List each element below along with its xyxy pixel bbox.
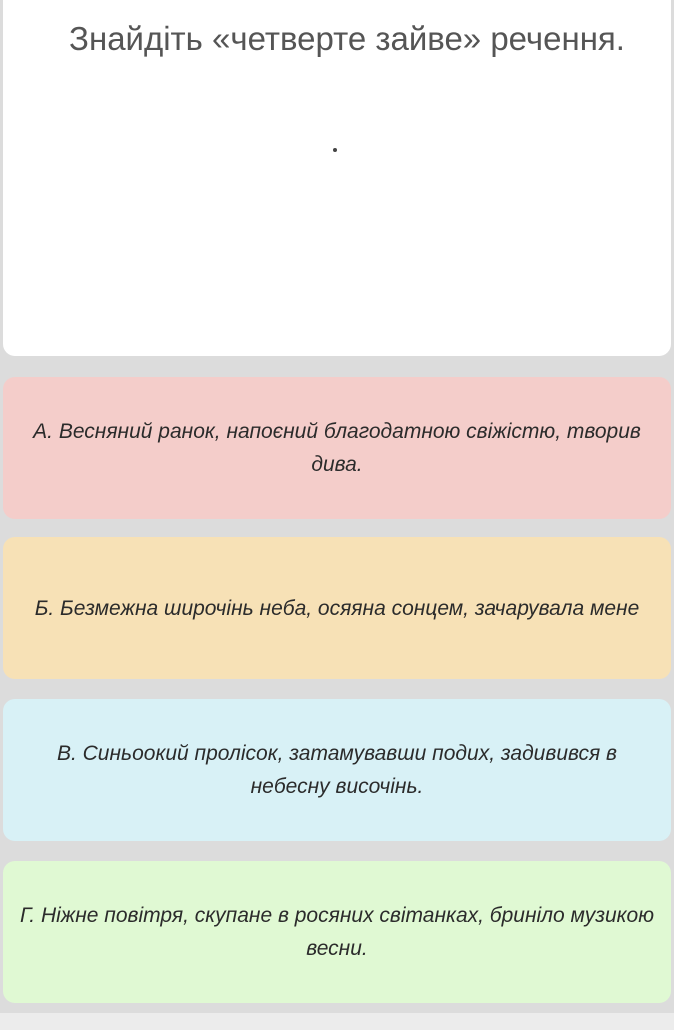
question-image-placeholder [333,148,337,152]
answer-text: А. Весняний ранок, напоєний благодатною свіжістю, творив дива. [33,420,641,476]
answer-option-c[interactable] [3,699,671,841]
answer-text: Б. Безмежна широчінь неба, осяяна сонцем, зачарувала мене [34,596,640,620]
answer-text: Г. Ніжне повітря, скупане в росяних світанках, бриніло музикою весни. [19,904,655,960]
answer-option-d[interactable] [3,861,671,1003]
answer-option-b[interactable] [3,537,671,679]
answer-text: В. Синьоокий пролісок, затамувавши подих, задивився в небесну височінь. [56,742,618,798]
answer-option-a[interactable] [3,377,671,519]
question-title: Знайдіть «четверте зайве» речення. [69,20,625,57]
bottom-bar [0,1013,674,1030]
question-card [3,0,671,356]
